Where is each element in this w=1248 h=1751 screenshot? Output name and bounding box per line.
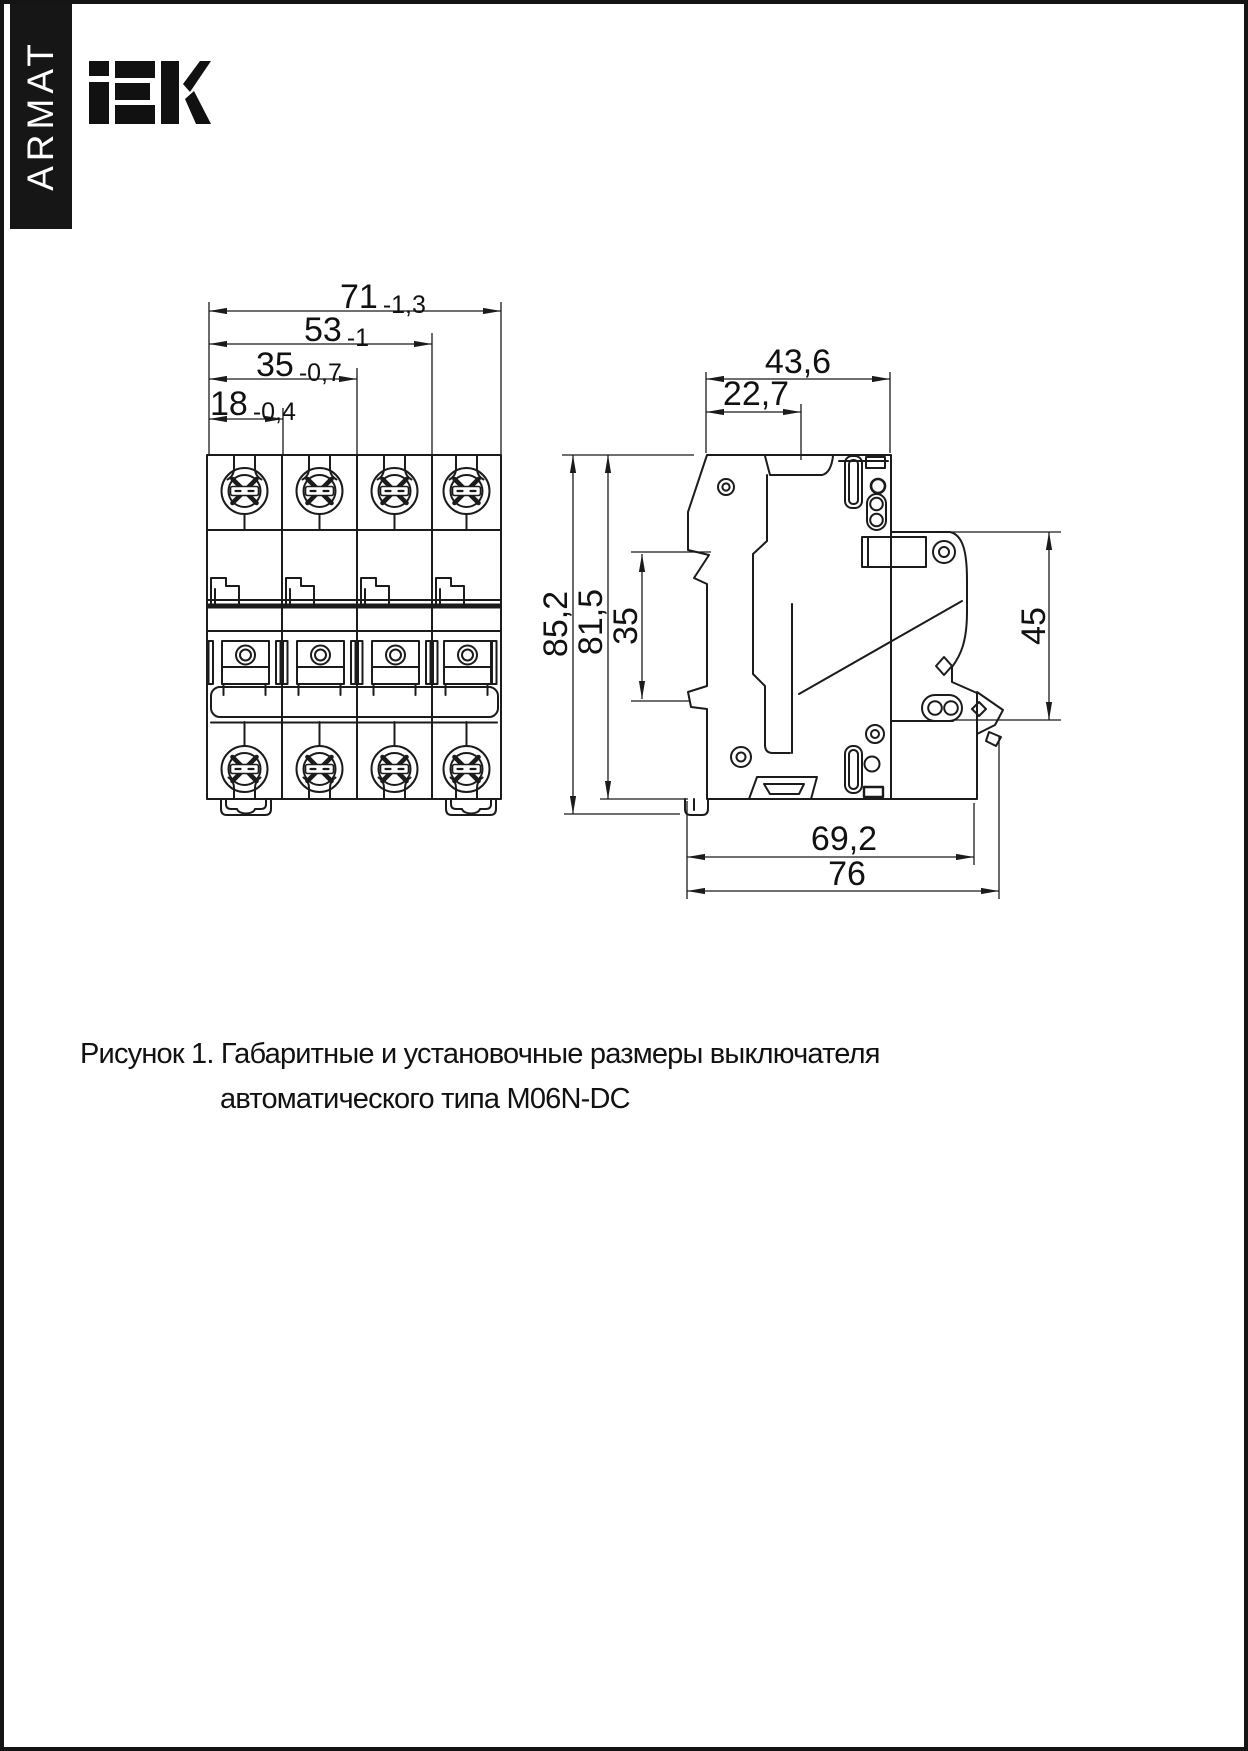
rail-jaw-block xyxy=(862,537,926,567)
interlink-hole-upper xyxy=(870,498,883,511)
armat-brand-label: ARMAT xyxy=(20,38,62,191)
mounting-feet xyxy=(221,799,496,815)
back-screw-center xyxy=(939,547,949,557)
dim-depth-76: 76 xyxy=(828,855,866,893)
front-view-drawing xyxy=(207,455,501,815)
bottom-wedge-detail xyxy=(749,777,817,799)
latch-rivet-right xyxy=(944,701,958,715)
pin-hole xyxy=(871,479,885,493)
caption-line-2: автоматического типа M06N-DC xyxy=(220,1083,630,1115)
pin-hole-lower xyxy=(865,757,880,772)
side-foot xyxy=(685,799,708,815)
dim-width-53: 53 -1 xyxy=(304,311,370,352)
rivet-back-lower xyxy=(866,725,884,743)
latch-rivet-left xyxy=(928,701,942,715)
dim-recess-35: 35 xyxy=(607,607,645,645)
top-small-window xyxy=(866,457,885,468)
interlink-hole-lower xyxy=(870,514,883,527)
handle-tie-bar xyxy=(211,687,498,717)
front-view-dimensions xyxy=(209,278,501,455)
dim-width-18: 18 -0,4 xyxy=(210,385,296,426)
inner-contour xyxy=(753,475,790,753)
din-channel-lines xyxy=(891,532,953,799)
bottom-terminal-screws xyxy=(222,722,490,799)
vent-slot-top-inner xyxy=(849,460,858,504)
dim-depth-43-6: 43,6 xyxy=(764,343,832,381)
rivet-bottom-front-center xyxy=(737,753,746,762)
caption-line-1: Рисунок 1. Габаритные и установочные размеры выключателя xyxy=(80,1038,880,1070)
dim-height-85-2: 85,2 xyxy=(537,590,575,658)
bottom-small-window xyxy=(864,787,883,797)
front-thick-band xyxy=(207,604,501,609)
figure-caption xyxy=(80,1032,900,1122)
rivet-top-front xyxy=(718,479,734,495)
side-view-drawing xyxy=(685,455,1003,815)
rivet-bottom-front xyxy=(731,747,751,767)
dim-depth-69-2: 69,2 xyxy=(810,820,878,858)
square-hole xyxy=(936,657,952,675)
dim-depth-22-7: 22,7 xyxy=(722,375,790,413)
dim-back-45: 45 xyxy=(1015,607,1053,645)
side-view-dimensions xyxy=(607,343,1061,899)
toggle-handles xyxy=(209,641,497,684)
dim-height-81-5: 81,5 xyxy=(572,588,610,656)
handle-bay xyxy=(765,456,833,475)
top-terminal-screws xyxy=(222,455,490,530)
pole-divider-lines xyxy=(282,455,432,799)
dim-width-71: 71 -1,3 xyxy=(340,278,426,319)
vent-slot-bottom xyxy=(845,746,862,793)
front-horizontal-lines xyxy=(207,530,501,631)
rivet-top-front-center xyxy=(722,483,729,490)
vent-slot-top xyxy=(845,456,862,508)
dim-width-35: 35 -0,7 xyxy=(256,346,342,387)
iek-logo xyxy=(89,61,211,124)
rivet-back-lower-center xyxy=(871,730,879,738)
technical-drawing xyxy=(4,4,1248,1751)
vent-slot-bottom-inner xyxy=(849,750,858,789)
side-body-outline xyxy=(688,455,977,799)
back-screw xyxy=(933,541,955,563)
interlink-capsule xyxy=(867,494,886,530)
